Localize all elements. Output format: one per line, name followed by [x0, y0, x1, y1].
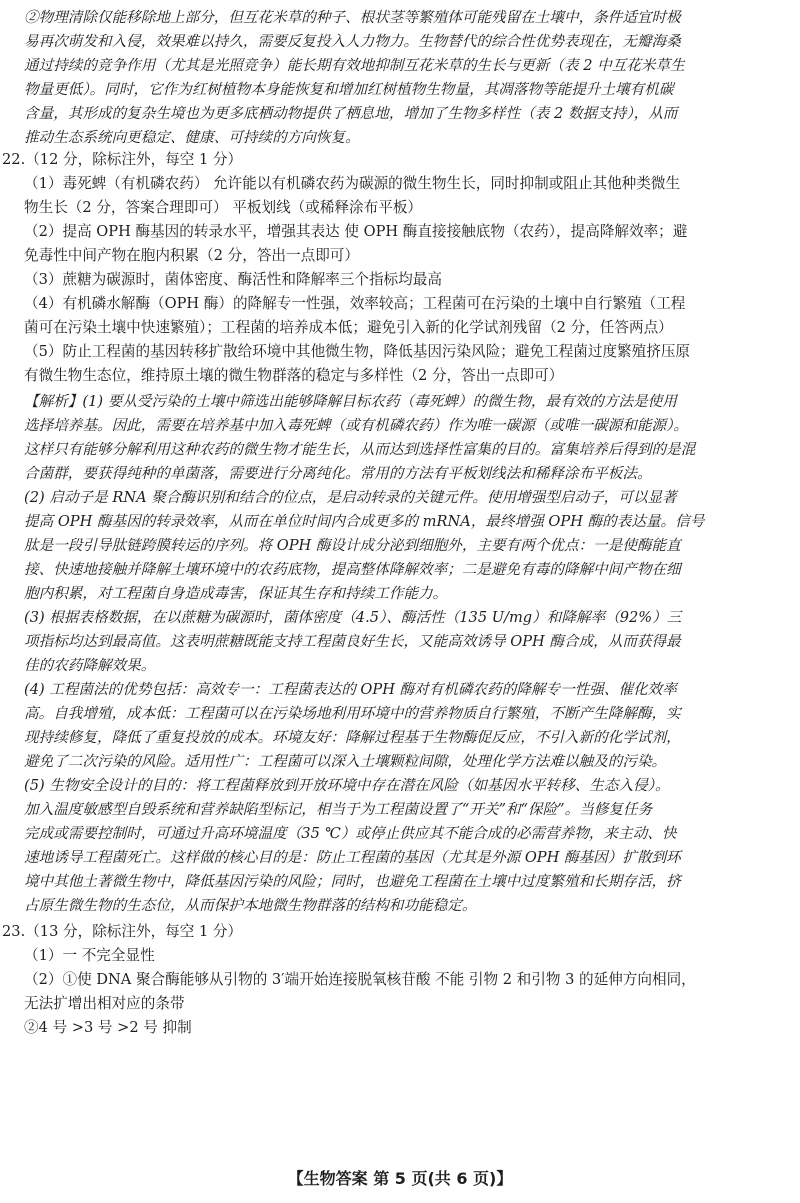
- text-line: 佳的农药降解效果。: [24, 657, 156, 674]
- text-line: （2）①使 DNA 聚合酶能够从引物的 3′端开始连接脱氧核苷酸 不能 引物 2 和引物 3 的延伸方向相同，: [24, 971, 696, 988]
- text-line: 加入温度敏感型自毁系统和营养缺陷型标记，相当于为工程菌设置了“开关”和“保险”。当修复任务: [24, 801, 653, 818]
- text-line: 含量，其形成的复杂生境也为更多底栖动物提供了栖息地，增加了生物多样性（表 2 数据支持），从而: [24, 105, 678, 122]
- text-line: 物量更低）。同时，它作为红树植物本身能恢复和增加红树植物生物量，其凋落物等能提升土壤有机碳: [24, 81, 674, 98]
- text-line: 选择培养基。因此，需要在培养基中加入毒死蜱（或有机磷农药）作为唯一碳源（或唯一碳源和能源）。: [24, 417, 689, 434]
- text-line: 接、快速地接触并降解土壤环境中的农药底物，提高整体降解效率；二是避免有毒的降解中间产物在细: [24, 561, 681, 578]
- page-footer: 【生物答案 第 5 页(共 6 页)】: [287, 1169, 513, 1188]
- text-line: ②物理清除仅能移除地上部分，但互花米草的种子、根状茎等繁殖体可能残留在土壤中，条件适宜时极: [24, 9, 681, 26]
- text-line: 项指标均达到最高值。这表明蔗糖既能支持工程菌良好生长，又能高效诱导 OPH 酶合成，从而获得最: [24, 633, 681, 650]
- text-line: 通过持续的竞争作用（尤其是光照竞争）能长期有效地抑制互花米草的生长与更新（表 2 中互花米草生: [24, 57, 685, 74]
- text-line: ②4 号 >3 号 >2 号 抑制: [24, 1019, 192, 1036]
- text-line: （1）一 不完全显性: [24, 947, 155, 964]
- text-line: 现持续修复，降低了重复投放的成本。环境友好：降解过程基于生物酶促反应，不引入新的化学试剂，: [24, 729, 681, 746]
- text-line: 有微生物生态位，维持原土壤的微生物群落的稳定与多样性（2 分，答出一点即可）: [24, 367, 564, 384]
- text-line: 22.（12 分，除标注外，每空 1 分）: [2, 151, 243, 168]
- text-line: 23.（13 分，除标注外，每空 1 分）: [2, 923, 243, 940]
- text-line: 【解析】(1) 要从受污染的土壤中筛选出能够降解目标农药（毒死蜱）的微生物，最有效的方法是使用: [24, 393, 677, 410]
- text-line: 合菌群，要获得纯种的单菌落，需要进行分离纯化。常用的方法有平板划线法和稀释涂布平板法。: [24, 465, 652, 482]
- text-line: 推动生态系统向更稳定、健康、可持续的方向恢复。: [24, 129, 360, 146]
- text-line: （5）防止工程菌的基因转移扩散给环境中其他微生物，降低基因污染风险；避免工程菌过度繁殖挤压原: [24, 343, 691, 360]
- text-line: （3）蔗糖为碳源时，菌体密度、酶活性和降解率三个指标均最高: [24, 271, 442, 288]
- text-line: 完成或需要控制时，可通过升高环境温度（35 ℃）或停止供应其不能合成的必需营养物，来主动、快: [24, 825, 677, 842]
- text-line: 提高 OPH 酶基因的转录效率，从而在单位时间内合成更多的 mRNA，最终增强 OPH 酶的表达量。信号: [24, 513, 705, 530]
- text-line: （1）毒死蜱（有机磷农药） 允许能以有机磷农药为碳源的微生物生长，同时抑制或阻止其他种类微生: [24, 175, 681, 192]
- text-line: 无法扩增出相对应的条带: [24, 995, 185, 1012]
- text-line: (5) 生物安全设计的目的：将工程菌释放到开放环境中存在潜在风险（如基因水平转移、生态入侵）。: [24, 777, 670, 794]
- text-line: 境中其他土著微生物中，降低基因污染的风险；同时，也避免工程菌在土壤中过度繁殖和长期存活，挤: [24, 873, 681, 890]
- text-line: 胞内积累，对工程菌自身造成毒害，保证其生存和持续工作能力。: [24, 585, 448, 602]
- text-line: 菌可在污染土壤中快速繁殖）；工程菌的培养成本低；避免引入新的化学试剂残留（2 分，任答两点）: [24, 319, 673, 336]
- text-line: （2）提高 OPH 酶基因的转录水平，增强其表达 使 OPH 酶直接接触底物（农药），提高降解效率；避: [24, 223, 688, 240]
- text-line: 占原生微生物的生态位，从而保护本地微生物群落的结构和功能稳定。: [24, 897, 477, 914]
- text-line: 这样只有能够分解利用这种农药的微生物才能生长，从而达到选择性富集的目的。富集培养后得到的是混: [24, 441, 696, 458]
- text-line: (3) 根据表格数据，在以蔗糖为碳源时，菌体密度（4.5）、酶活性（135 U/mg）和降解率（92%）三: [24, 609, 682, 626]
- text-line: 速地诱导工程菌死亡。这样做的核心目的是：防止工程菌的基因（尤其是外源 OPH 酶基因）扩散到环: [24, 849, 681, 866]
- text-line: （4）有机磷水解酶（OPH 酶）的降解专一性强，效率较高；工程菌可在污染的土壤中自行繁殖（工程: [24, 295, 686, 312]
- text-line: 免毒性中间产物在胞内积累（2 分，答出一点即可）: [24, 247, 359, 264]
- text-line: 高。自我增殖，成本低：工程菌可以在污染场地利用环境中的营养物质自行繁殖，不断产生降解酶，实: [24, 705, 681, 722]
- text-line: (2) 启动子是 RNA 聚合酶识别和结合的位点，是启动转录的关键元件。使用增强型启动子，可以显著: [24, 489, 677, 506]
- text-line: 易再次萌发和入侵，效果难以持久，需要反复投入人力物力。生物替代的综合性优势表现在，无瓣海桑: [24, 33, 681, 50]
- text-line: 避免了二次污染的风险。适用性广：工程菌可以深入土壤颗粒间隙，处理化学方法难以触及的污染。: [24, 753, 667, 770]
- text-line: 肽是一段引导肽链跨膜转运的序列。将 OPH 酶设计成分泌到细胞外，主要有两个优点：一是使酶能直: [24, 537, 681, 554]
- text-line: 物生长（2 分，答案合理即可） 平板划线（或稀释涂布平板）: [24, 199, 423, 216]
- text-line: (4) 工程菌法的优势包括：高效专一：工程菌表达的 OPH 酶对有机磷农药的降解专一性强、催化效率: [24, 681, 677, 698]
